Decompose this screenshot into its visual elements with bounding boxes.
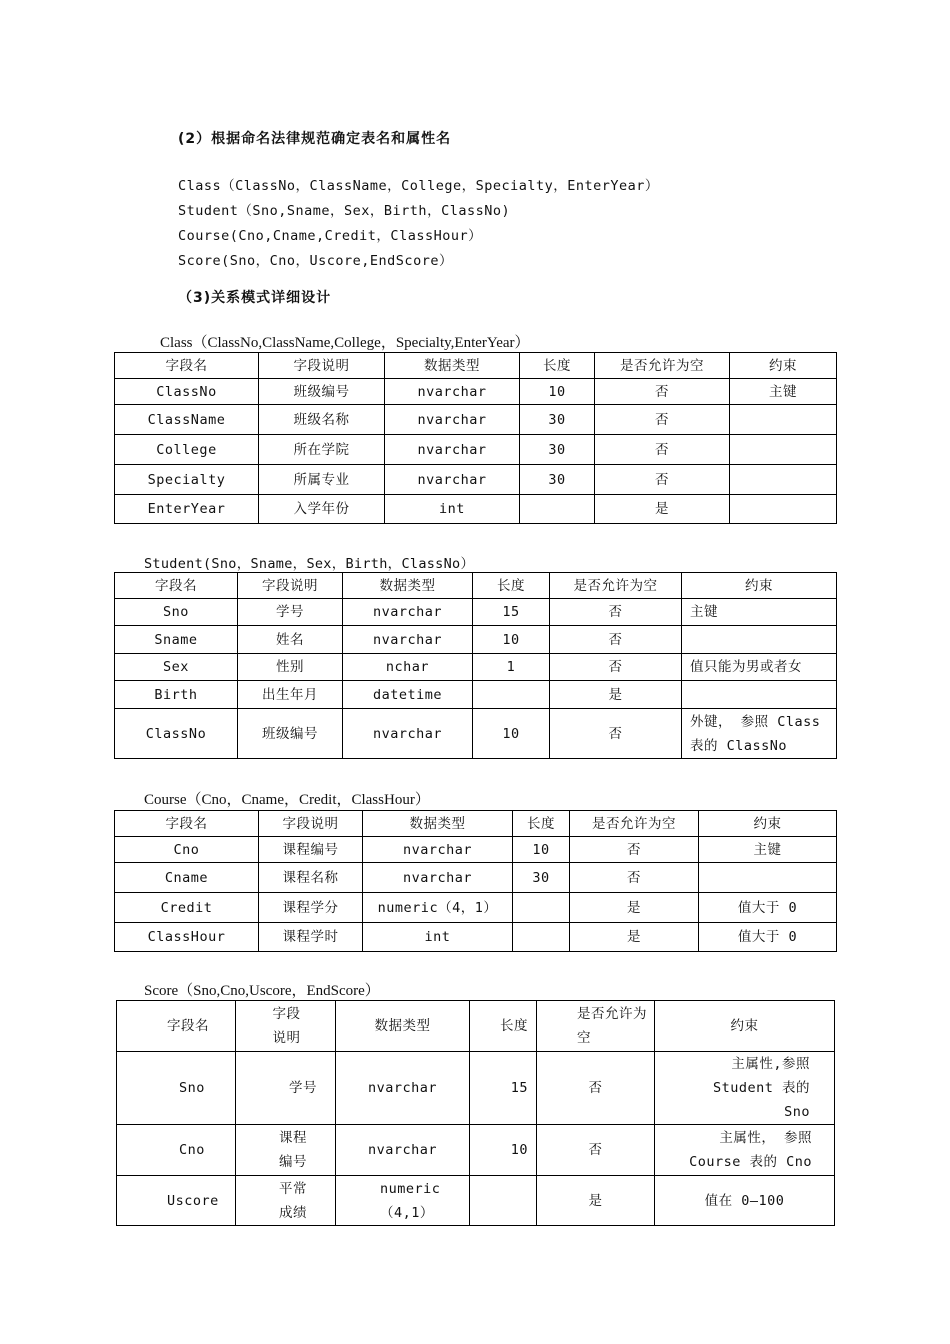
table-cell: 否	[550, 709, 682, 759]
table-cell: 否	[595, 405, 730, 435]
table-header-cell: 字段名	[117, 1001, 236, 1052]
table-cell	[730, 405, 837, 435]
table-header-cell: 数据类型	[343, 573, 473, 599]
table-cell	[520, 495, 595, 524]
table-cell: 入学年份	[259, 495, 385, 524]
table-cell: 课程学时	[259, 923, 363, 952]
course-table-caption: Course（Cno，Cname，Credit，ClassHour）	[144, 792, 430, 808]
table-cell: 否	[570, 837, 699, 863]
table-cell: Sex	[115, 654, 238, 681]
table-cell: 班级编号	[238, 709, 343, 759]
table-header-cell: 长度	[473, 573, 550, 599]
table-header-cell: 字段说明	[238, 573, 343, 599]
table-cell: Sname	[115, 626, 238, 654]
table-cell: 班级编号	[259, 379, 385, 405]
table-cell: 课程学分	[259, 893, 363, 923]
table-cell	[730, 435, 837, 465]
table-cell: 主属性,参照 Student 表的 Sno	[655, 1052, 835, 1125]
table-cell: Birth	[115, 681, 238, 709]
table-cell: 是	[595, 495, 730, 524]
table-cell	[730, 495, 837, 524]
table-cell: 主属性， 参照 Course 表的 Cno	[655, 1125, 835, 1176]
table-cell: 主键	[730, 379, 837, 405]
table-header-cell: 字段说明	[259, 811, 363, 837]
table-cell: Credit	[115, 893, 259, 923]
table-cell: 10	[513, 837, 570, 863]
table-cell	[699, 863, 837, 893]
table-cell: 否	[595, 435, 730, 465]
student-table-caption: Student(Sno，Sname，Sex，Birth，ClassNo）	[144, 556, 475, 572]
table-cell: 是	[570, 923, 699, 952]
table-cell: 出生年月	[238, 681, 343, 709]
table-cell: 否	[550, 654, 682, 681]
table-header-cell: 是否允许为空	[570, 811, 699, 837]
table-row	[115, 495, 837, 524]
table-header-row	[115, 353, 837, 379]
table-cell: 10	[473, 626, 550, 654]
relation-student: Student（Sno,Sname，Sex，Birth，ClassNo)	[178, 203, 511, 219]
course-table	[114, 810, 837, 952]
table-cell: 10	[520, 379, 595, 405]
table-cell: 是	[537, 1176, 655, 1226]
table-cell: 所属专业	[259, 465, 385, 495]
table-cell: 否	[550, 626, 682, 654]
table-cell: 否	[550, 599, 682, 626]
table-row	[115, 379, 837, 405]
table-cell	[473, 681, 550, 709]
table-cell: 主键	[699, 837, 837, 863]
table-cell: 是	[570, 893, 699, 923]
section3-heading: （3)关系模式详细设计	[178, 290, 332, 306]
score-table-caption: Score（Sno,Cno,Uscore，EndScore）	[144, 983, 380, 999]
relation-class: Class（ClassNo，ClassName，College，Specialty，EnterYear）	[178, 178, 659, 194]
table-cell: 所在学院	[259, 435, 385, 465]
table-header-cell: 长度	[520, 353, 595, 379]
table-cell: datetime	[343, 681, 473, 709]
table-row	[115, 465, 837, 495]
table-cell	[470, 1176, 537, 1226]
table-cell: 15	[473, 599, 550, 626]
table-cell: 10	[473, 709, 550, 759]
table-row	[115, 863, 837, 893]
table-header-cell: 约束	[699, 811, 837, 837]
table-cell: nvarchar	[385, 435, 520, 465]
table-cell: 课程编号	[259, 837, 363, 863]
table-header-cell: 数据类型	[336, 1001, 470, 1052]
table-cell: int	[363, 923, 513, 952]
table-cell: ClassHour	[115, 923, 259, 952]
table-cell: 值在 0—100	[655, 1176, 835, 1226]
table-header-cell: 约束	[682, 573, 837, 599]
table-cell	[513, 893, 570, 923]
table-cell: 30	[520, 435, 595, 465]
table-cell: 班级名称	[259, 405, 385, 435]
table-cell: Uscore	[117, 1176, 236, 1226]
score-table	[116, 1000, 835, 1226]
table-cell: nvarchar	[336, 1125, 470, 1176]
table-header-cell: 是否允许为空	[537, 1001, 655, 1052]
section2-heading: (2）根据命名法律规范确定表名和属性名	[178, 131, 452, 147]
table-cell: 否	[537, 1125, 655, 1176]
table-cell: Sno	[117, 1052, 236, 1125]
table-row	[115, 837, 837, 863]
table-cell: int	[385, 495, 520, 524]
relation-course: Course(Cno,Cname,Credit，ClassHour）	[178, 228, 483, 244]
relation-score: Score(Sno，Cno，Uscore,EndScore）	[178, 253, 453, 269]
table-header-cell: 字段说明	[236, 1001, 336, 1052]
table-cell: 30	[520, 405, 595, 435]
table-cell: 值大于 0	[699, 923, 837, 952]
table-row	[115, 923, 837, 952]
table-cell: 30	[520, 465, 595, 495]
student-table	[114, 572, 837, 759]
table-cell: Sno	[115, 599, 238, 626]
table-row	[115, 405, 837, 435]
table-cell	[682, 626, 837, 654]
table-cell: College	[115, 435, 259, 465]
table-cell: 15	[470, 1052, 537, 1125]
table-row	[115, 626, 837, 654]
table-cell: 否	[537, 1052, 655, 1125]
table-row	[115, 709, 837, 759]
table-cell: Specialty	[115, 465, 259, 495]
table-cell: 10	[470, 1125, 537, 1176]
table-cell: 值大于 0	[699, 893, 837, 923]
class-table-caption: Class（ClassNo,ClassName,College，Specialty,EnterYear）	[160, 335, 530, 351]
table-cell: numeric（4，1）	[363, 893, 513, 923]
table-cell: nchar	[343, 654, 473, 681]
table-row	[115, 681, 837, 709]
table-cell: nvarchar	[385, 379, 520, 405]
table-cell: 平常成绩	[236, 1176, 336, 1226]
table-cell: 值只能为男或者女	[682, 654, 837, 681]
table-cell: nvarchar	[343, 599, 473, 626]
table-cell: nvarchar	[343, 626, 473, 654]
table-cell: nvarchar	[343, 709, 473, 759]
table-cell: Cno	[117, 1125, 236, 1176]
table-cell: 课程编号	[236, 1125, 336, 1176]
table-row	[117, 1052, 835, 1125]
table-header-cell: 数据类型	[363, 811, 513, 837]
table-header-cell: 长度	[470, 1001, 537, 1052]
table-cell: nvarchar	[363, 863, 513, 893]
table-cell: ClassNo	[115, 379, 259, 405]
table-cell: 课程名称	[259, 863, 363, 893]
table-header-row	[117, 1001, 835, 1052]
table-header-cell: 数据类型	[385, 353, 520, 379]
table-cell: nvarchar	[336, 1052, 470, 1125]
table-cell: ClassNo	[115, 709, 238, 759]
table-cell: nvarchar	[385, 465, 520, 495]
table-cell: 否	[595, 379, 730, 405]
table-cell: Cname	[115, 863, 259, 893]
table-row	[115, 893, 837, 923]
table-cell: nvarchar	[385, 405, 520, 435]
table-header-cell: 字段说明	[259, 353, 385, 379]
table-row	[115, 654, 837, 681]
table-row	[117, 1125, 835, 1176]
table-cell: EnterYear	[115, 495, 259, 524]
table-cell: 30	[513, 863, 570, 893]
table-header-row	[115, 811, 837, 837]
table-cell: 否	[595, 465, 730, 495]
table-cell: 主键	[682, 599, 837, 626]
table-header-cell: 字段名	[115, 811, 259, 837]
table-cell	[682, 681, 837, 709]
table-header-cell: 是否允许为空	[550, 573, 682, 599]
table-cell: numeric（4,1）	[336, 1176, 470, 1226]
table-header-cell: 长度	[513, 811, 570, 837]
table-cell: 学号	[238, 599, 343, 626]
table-cell: Cno	[115, 837, 259, 863]
table-cell: ClassName	[115, 405, 259, 435]
table-cell: 1	[473, 654, 550, 681]
table-cell	[513, 923, 570, 952]
table-header-cell: 约束	[655, 1001, 835, 1052]
table-cell: 姓名	[238, 626, 343, 654]
table-cell	[730, 465, 837, 495]
table-cell: nvarchar	[363, 837, 513, 863]
table-row	[115, 599, 837, 626]
table-cell: 是	[550, 681, 682, 709]
table-header-cell: 是否允许为空	[595, 353, 730, 379]
table-header-cell: 约束	[730, 353, 837, 379]
table-row	[117, 1176, 835, 1226]
table-header-cell: 字段名	[115, 353, 259, 379]
table-row	[115, 435, 837, 465]
table-cell: 否	[570, 863, 699, 893]
table-cell: 学号	[236, 1052, 336, 1125]
table-cell: 性别	[238, 654, 343, 681]
table-cell: 外键， 参照 Class 表的 ClassNo	[682, 709, 837, 759]
table-header-row	[115, 573, 837, 599]
class-table	[114, 352, 837, 524]
table-header-cell: 字段名	[115, 573, 238, 599]
